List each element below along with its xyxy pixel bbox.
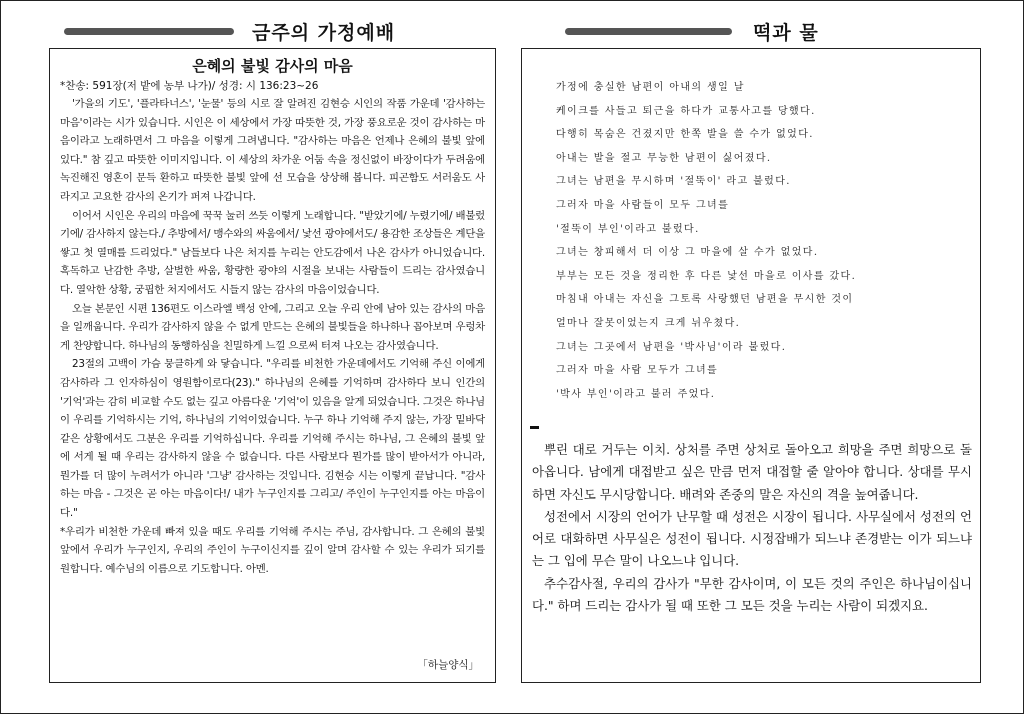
left-header-bar	[64, 28, 234, 35]
poem-line: 그녀는 남편을 무시하며 '절뚝이' 라고 불렀다.	[556, 176, 791, 188]
devotional-box	[49, 48, 496, 683]
left-header	[64, 18, 494, 44]
poem-line: 케이크를 사들고 퇴근을 하다가 교통사고를 당했다.	[556, 105, 816, 117]
essay-body	[532, 439, 972, 617]
right-header-bar	[565, 28, 732, 35]
poem-line: 그녀는 창피해서 더 이상 그 마을에 살 수가 없었다.	[556, 247, 819, 259]
left-header-title: 금주의 가정예배	[252, 22, 396, 44]
sermon-paragraph: 23절의 고백이 가슴 뭉클하게 와 닿습니다. "우리를 비천한 가운데에서도 기억해 주신 이에게 감사하라 그 인자하심이 영원함이로다(23)." 하나님의 은혜를 기억하며 감사하다 보니 인간의 '기억'과는 감히 비교할 수도 없는 깊고 아름다운 '기억'이 있음을 알게 되었습니다. 그것은 하나님이 우리를 기억하시는 기억, 하나님의 기억이었습니다. 누구 하나 기억해 주지 않는, 가장 밑바닥 같은 상황에서도 그분은 우리를 기억하십니다. 우리를 기억해 주시는 하나님, 그 은혜의 불빛 앞에 서게 될 때 우리는 감사하지 않을 수 없습니다. 다른 사람보다 뭔가를 많이 받아서가 아니라, 뭔가를 더 많이 누려서가 아니라 '그냥' 감사하는 것입니다. 김현승 시는 이렇게 끝납니다. "감사하는 마음 - 그것은 곧 아는 마음이다!/ 내가 누구인지를 그리고/ 주인이 누구인지를 아는 마음이다."	[60, 358, 485, 520]
right-header-title: 떡과 물	[753, 22, 819, 44]
poem-line: 부부는 모든 것을 정리한 후 다른 낯선 마을로 이사를 갔다.	[556, 270, 857, 282]
poem-line: 그러자 마을 사람 모두가 그녀를	[556, 365, 719, 377]
story-poem	[556, 76, 856, 406]
poem-line: 얼마나 잘못이었는지 크게 뉘우쳤다.	[556, 317, 741, 329]
essay-paragraph: 성전에서 시장의 언어가 난무할 때 성전은 시장이 됩니다. 사무실에서 성전의 언어로 대화하면 사무실은 성전이 됩니다. 시정잡배가 되느냐 존경받는 이가 되느냐는 그 입에 무슨 말이 나오느냐 입니다.	[532, 508, 972, 569]
essay-paragraph: 추수감사절, 우리의 감사가 "무한 감사이며, 이 모든 것의 주인은 하나님이십니다." 하며 드리는 감사가 될 때 또한 그 모든 것을 누리는 사람이 되겠지요.	[532, 575, 972, 614]
poem-line: 다행히 목숨은 건졌지만 한쪽 발을 쓸 수가 없었다.	[556, 129, 814, 141]
sermon-paragraph: 오늘 본문인 시편 136편도 이스라엘 백성 안에, 그리고 오늘 우리 안에 남아 있는 감사의 마음을 일깨웁니다. 우리가 감사하지 않을 수 없게 만드는 은혜의 불빛들을 하나하나 꼽아보며 우렁차게 찬양합니다. 하나님의 동행하심을 친밀하게 느낄 으로써 터져 나오는 감사였습니다.	[60, 302, 485, 352]
section-bullet	[530, 426, 539, 429]
story-box	[521, 48, 981, 683]
poem-line: 그러자 마을 사람들이 모두 그녀를	[556, 199, 730, 211]
poem-line: '절뚝이 부인'이라고 불렀다.	[556, 223, 700, 235]
poem-line: 그녀는 그곳에서 남편을 '박사님'이라 불렀다.	[556, 341, 787, 353]
poem-line: '박사 부인'이라고 불러 주었다.	[556, 388, 716, 400]
sermon-paragraph: 이어서 시인은 우리의 마음에 꾹꾹 눌러 쓰듯 이렇게 노래합니다. "받았기에/ 누렸기에/ 배불렀기에/ 감사하지 않는다./ 추방에서/ 맹수와의 싸움에서/ 낯선 광야에서도/ 용감한 조상들은 계단을 쌓고 첫 열매를 드리었다." 남들보다 나은 처지를 누리는 안도감에서 나온 감사가 아니었습니다. 혹독하고 난감한 추방, 살벌한 싸움, 황량한 광야의 시절을 보내는 사람들이 드리는 감사였습니다. 열악한 상황, 궁핍한 처지에서도 시들지 않는 감사의 마음이었습니다.	[60, 209, 485, 296]
sermon-body	[60, 95, 485, 578]
poem-line: 아내는 발을 절고 무능한 남편이 싫어졌다.	[556, 152, 772, 164]
prayer-paragraph: *우리가 비천한 가운데 빠져 있을 때도 우리를 기억해 주시는 주님, 감사합니다. 그 은혜의 불빛 앞에서 우리가 누구인지, 우리의 주인이 누구이신지를 깊이 알며 감사할 수 있는 우리가 되기를 원합니다. 예수님의 이름으로 기도합니다. 아멘.	[60, 525, 485, 575]
sermon-paragraph: '가을의 기도', '플라타너스', '눈물' 등의 시로 잘 알려진 김현승 시인의 작품 가운데 '감사하는 마음'이라는 시가 있습니다. 시인은 이 세상에서 가장 따뜻한 것, 가장 풍요로운 것이 감사하는 마음이라고 노래하면서 그 마음을 이렇게 그려냅니다. "감사하는 마음은 언제나 은혜의 불빛 앞에 있다." 참 깊고 따뜻한 이미지입니다. 이 세상의 차가운 어둠 속을 정신없이 바장이다가 두려움에 녹진해진 영혼이 문득 환하고 따뜻한 불빛 앞에 선 모습을 상상해 봅니다. 피곤함도 서러움도 사라지고 고요한 감사의 온기가 퍼져 나갑니다.	[60, 98, 485, 203]
essay-paragraph: 뿌린 대로 거두는 이치. 상처를 주면 상처로 돌아오고 희망을 주면 희망으로 돌아옵니다. 남에게 대접받고 싶은 만큼 먼저 대접할 줄 알아야 합니다. 상대를 무시하면 자신도 무시당합니다. 배려와 존중의 말은 자신의 격을 높여줍니다.	[532, 442, 972, 502]
poem-line: 가정에 충실한 남편이 아내의 생일 날	[556, 82, 745, 93]
source-signature: 「하늘양식」	[417, 659, 479, 671]
sermon-title: 은혜의 불빛 감사의 마음	[192, 57, 353, 75]
sermon-meta: *찬송: 591장(저 밭에 농부 나가)/ 성경: 시 136:23~26	[60, 80, 319, 92]
right-header	[565, 18, 985, 44]
poem-line: 마침내 아내는 자신을 그토록 사랑했던 남편을 무시한 것이	[556, 294, 854, 306]
